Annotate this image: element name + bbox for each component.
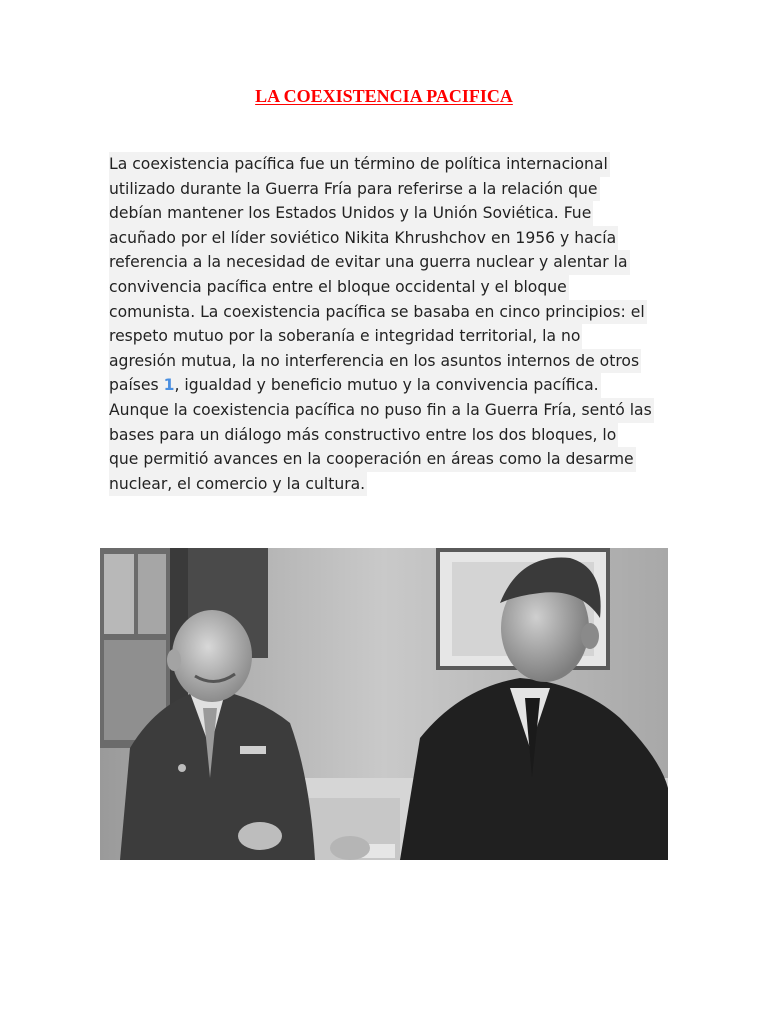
- document-title: LA COEXISTENCIA PACIFICA: [255, 86, 513, 106]
- historical-photo: [100, 548, 668, 860]
- text-line: agresión mutua, la no interferencia en los asuntos internos de otros: [109, 349, 641, 374]
- citation-link[interactable]: 1: [163, 376, 175, 395]
- text-line: referencia a la necesidad de evitar una guerra nuclear y alentar la: [109, 250, 630, 275]
- text-line: nuclear, el comercio y la cultura.: [109, 472, 367, 497]
- text-line: acuñado por el líder soviético Nikita Khrushchov en 1956 y hacía: [109, 226, 618, 251]
- text-fragment: , igualdad y beneficio mutuo y la convivencia pacífica.: [174, 376, 599, 395]
- text-line: La coexistencia pacífica fue un término de política internacional: [109, 152, 610, 177]
- text-line: que permitió avances en la cooperación en áreas como la desarme: [109, 447, 636, 472]
- text-line: Aunque la coexistencia pacífica no puso fin a la Guerra Fría, sentó las: [109, 398, 654, 423]
- body-paragraph: [109, 152, 669, 496]
- text-line: [109, 373, 601, 398]
- text-line: debían mantener los Estados Unidos y la Unión Soviética. Fue: [109, 201, 593, 226]
- text-line: respeto mutuo por la soberanía e integridad territorial, la no: [109, 324, 582, 349]
- text-line: bases para un diálogo más constructivo entre los dos bloques, lo: [109, 423, 618, 448]
- text-fragment: países: [109, 376, 164, 395]
- text-line: utilizado durante la Guerra Fría para referirse a la relación que: [109, 177, 600, 202]
- text-line: convivencia pacífica entre el bloque occidental y el bloque: [109, 275, 569, 300]
- text-line: comunista. La coexistencia pacífica se basaba en cinco principios: el: [109, 300, 647, 325]
- photo-illustration: [100, 548, 668, 860]
